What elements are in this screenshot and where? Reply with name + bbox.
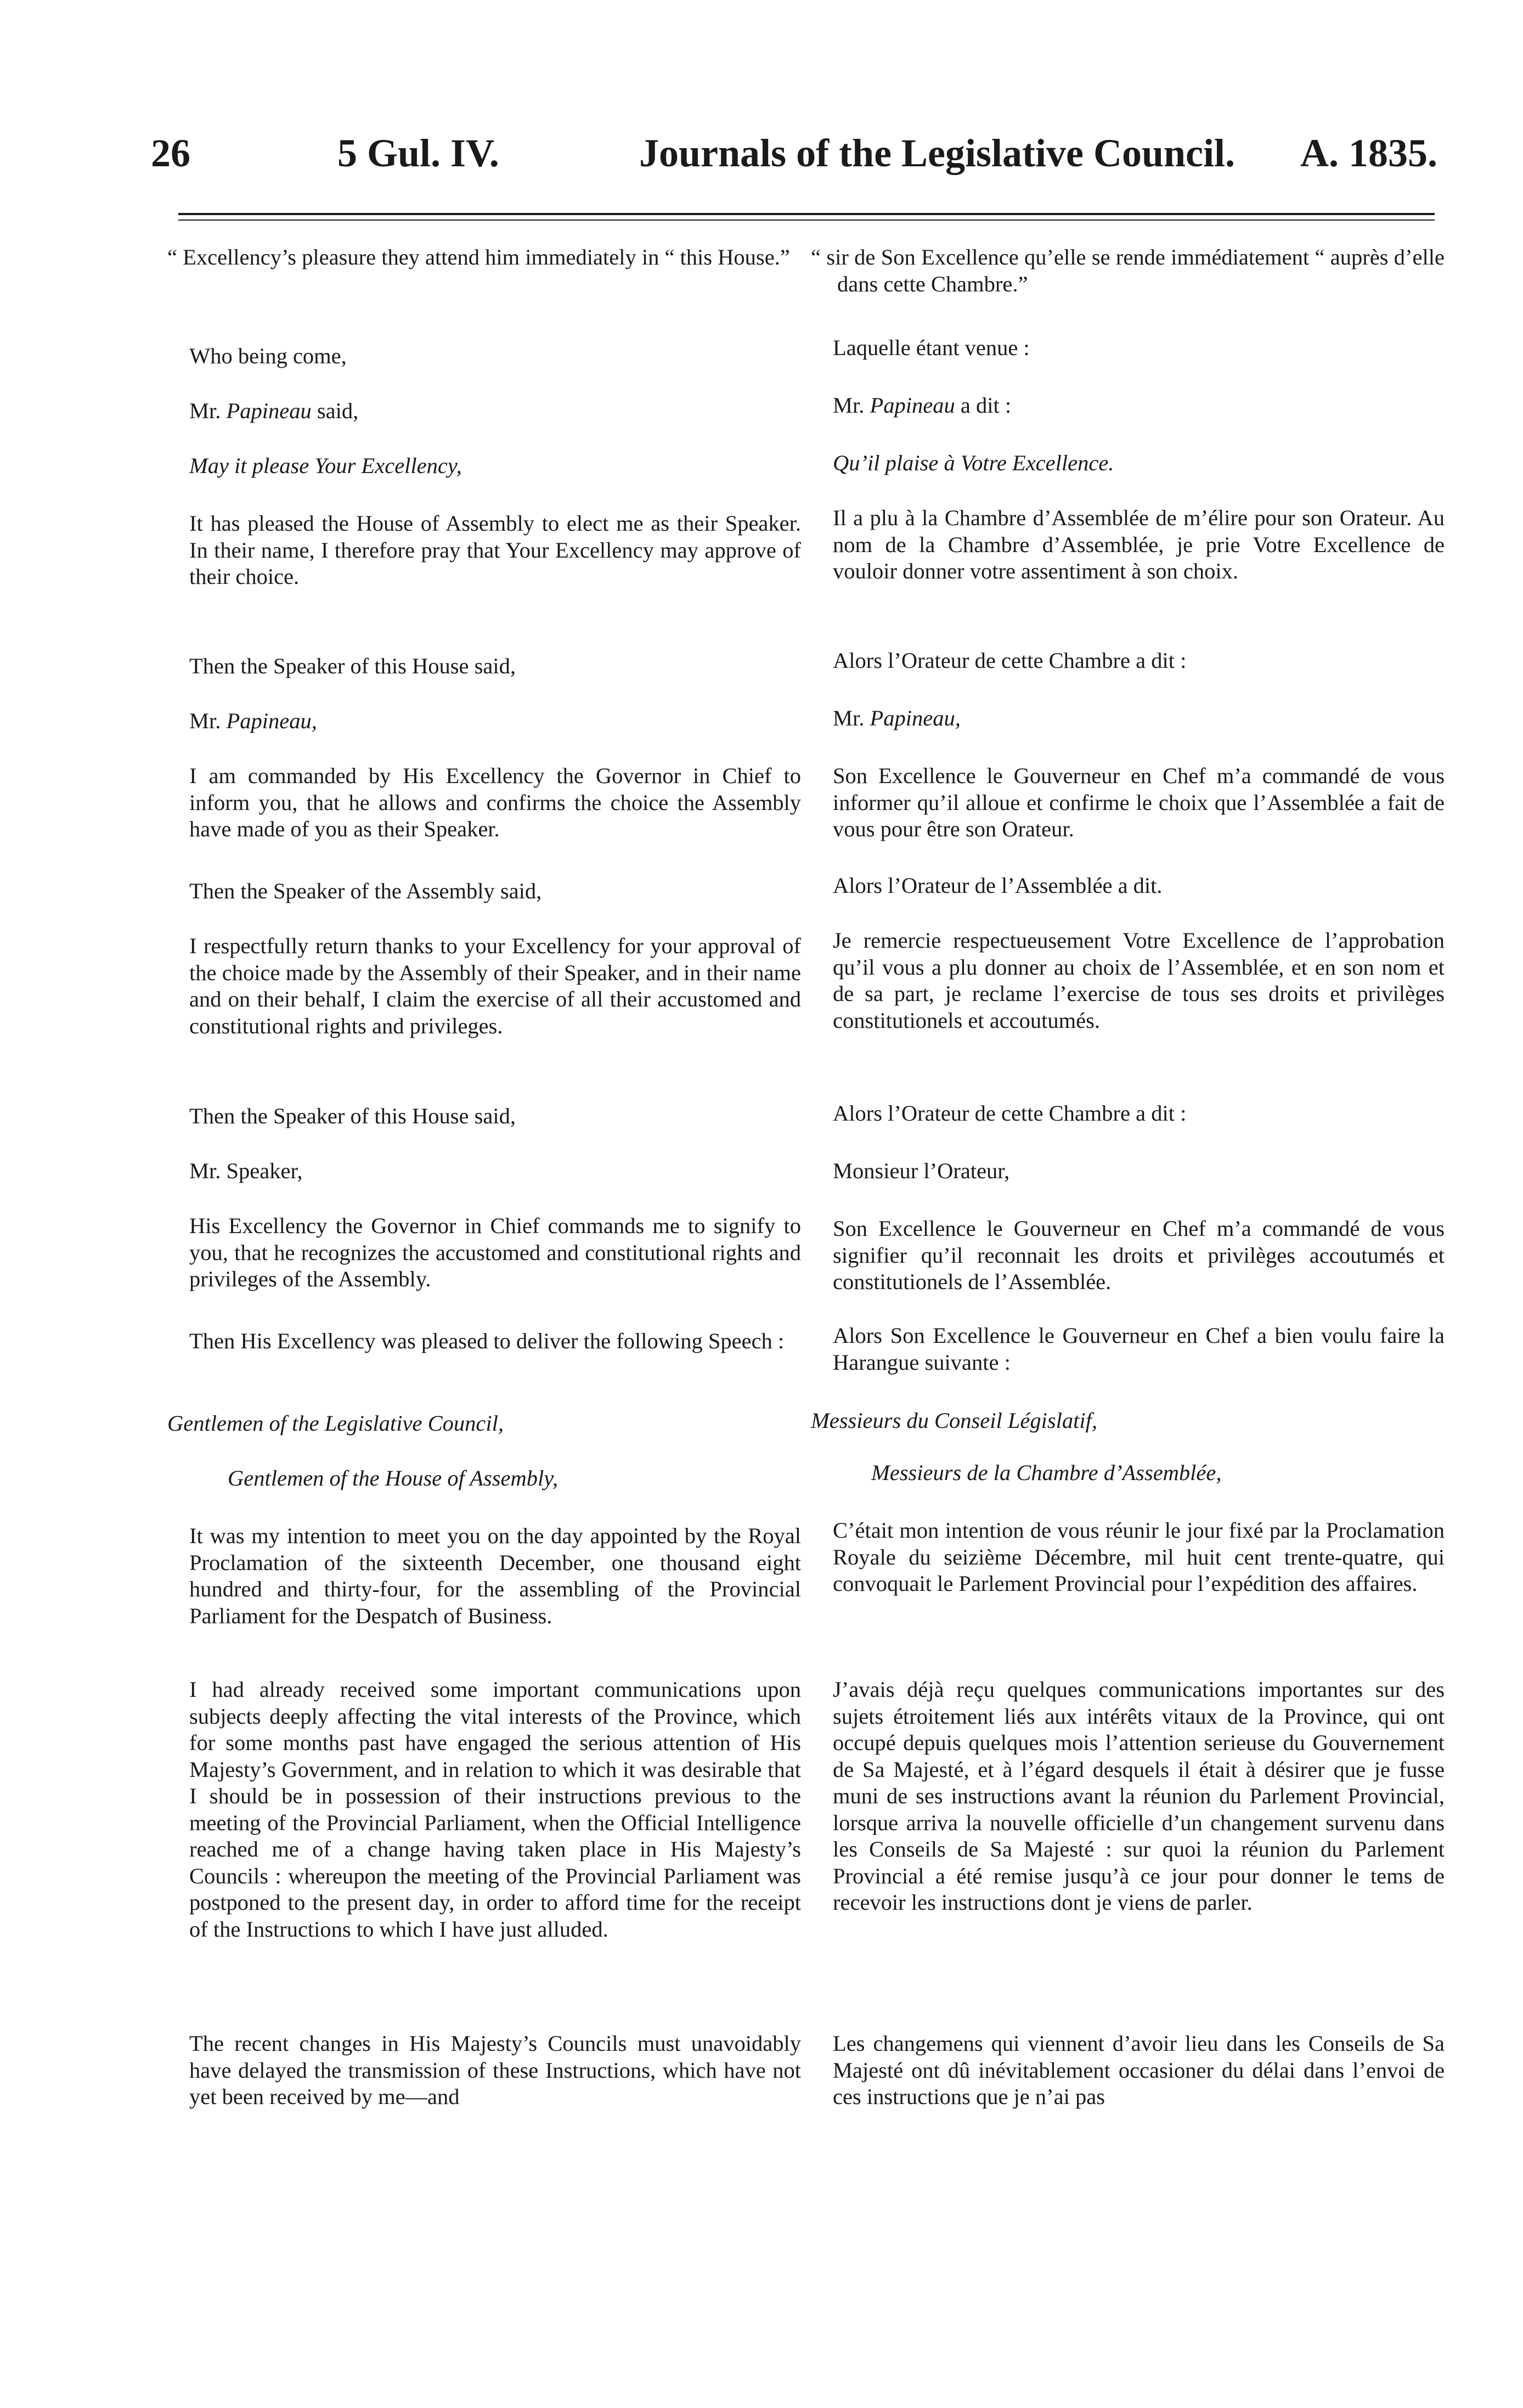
paragraph: I had already received some important communications upon subjects deeply affecting the vital interests of the Province, which for some months past have engaged the serious attention of His Majesty’s Government, and in relation to which it was desirable that I should be in possession of their instructions previous to the meeting of the Provincial Parliament, when the Official Intelligence reached me of a change having taken place in His Majesty’s Councils : whereupon the meeting of the Provincial Parliament was postponed to the present day, in order to afford time for the receipt of the Instructions to which I have just alluded. [189, 1677, 801, 1942]
paragraph: Who being come, [189, 344, 347, 368]
page-number: 26 [151, 131, 190, 175]
paragraph: I am commanded by His Excellency the Governor in Chief to inform you, that he allows and confirms the choice the Assembly have made of you as their Speaker. [189, 763, 801, 841]
paragraph: C’était mon intention de vous réunir le jour fixé par la Proclamation Royale du seizième Décembre, mil huit cent trente-quatre, qui convoquait le Parlement Provincial pour l’expédition des affaires. [833, 1518, 1445, 1596]
journal-title: Journals of the Legislative Council. [639, 131, 1236, 175]
header-rule-thin [178, 220, 1435, 221]
address-heading: Gentlemen of the House of Assembly, [228, 1466, 559, 1490]
paragraph: Mr. Papineau, [189, 708, 317, 733]
paragraph: Il a plu à la Chambre d’Assemblée de m’élire pour son Orateur. Au nom de la Chambre d’Assemblée, je prie Votre Excellence de vouloir donner votre assentiment à son choix. [833, 505, 1445, 583]
paragraph: Laquelle étant venue : [833, 335, 1030, 360]
paragraph: It was my intention to meet you on the day appointed by the Royal Proclamation of the sixteenth December, one thousand eight hundred and thirty-four, for the assembling of the Provincial Parliament for the Despatch of Business. [189, 1523, 801, 1628]
paragraph: Mr. Papineau a dit : [833, 393, 1012, 418]
paragraph: The recent changes in His Majesty’s Councils must unavoidably have delayed the transmission of these Instructions, which have not yet been received by me—and [189, 2031, 801, 2109]
paragraph: It has pleased the House of Assembly to elect me as their Speaker. In their name, I therefore pray that Your Excellency may approve of their choice. [189, 511, 801, 589]
paragraph: Je remercie respectueusement Votre Excellence de l’approbation qu’il vous a plu donner au choix de l’Assemblée, et en son nom et de sa part, je reclame l’exercise de tous ses droits et privilèges constitutionels et accoutumés. [833, 928, 1445, 1033]
address-heading: Gentlemen of the Legislative Council, [167, 1411, 504, 1436]
paragraph: Monsieur l’Orateur, [833, 1158, 1010, 1183]
paragraph: Mr. Speaker, [189, 1158, 303, 1183]
paragraph: Son Excellence le Gouverneur en Chef m’a commandé de vous informer qu’il alloue et confirme le choix que l’Assemblée a fait de vous pour être son Orateur. [833, 763, 1445, 841]
paragraph: Alors Son Excellence le Gouverneur en Chef a bien voulu faire la Harangue suivante : [833, 1323, 1445, 1375]
paragraph: Then His Excellency was pleased to deliver the following Speech : [189, 1329, 785, 1353]
paragraph: “ sir de Son Excellence qu’elle se rende immédiatement “ auprès d’elle dans cette Chambre.” [811, 245, 1445, 296]
calendar-year: A. 1835. [1300, 131, 1437, 175]
paragraph: Mr. Papineau, [833, 706, 961, 730]
paragraph: J’avais déjà reçu quelques communications importantes sur des sujets étroitement liés aux intérêts vitaux de la Province, qui ont occupé depuis quelques mois l’attention serieuse du Gouvernement de Sa Majesté, et à l’égard desquels il était à désirer que je fusse muni de ses instructions avant la réunion du Parlement Provincial, lorsque arriva la nouvelle officielle d’un changement survenu dans les Conseils de Sa Majesté : sur quoi la réunion du Parlement Provincial a été remise jusqu’à ce jour pour donner le tems de recevoir les instructions dont je viens de parler. [833, 1677, 1445, 1915]
paragraph: “ Excellency’s pleasure they attend him immediately in “ this House.” [167, 245, 790, 269]
paragraph: Alors l’Orateur de l’Assemblée a dit. [833, 873, 1163, 898]
paragraph: Alors l’Orateur de cette Chambre a dit : [833, 1101, 1187, 1126]
address-heading: Messieurs de la Chambre d’Assemblée, [871, 1460, 1222, 1485]
paragraph: Then the Speaker of the Assembly said, [189, 879, 542, 903]
salutation: May it please Your Excellency, [189, 453, 462, 478]
paragraph: Son Excellence le Gouverneur en Chef m’a commandé de vous signifier qu’il reconnait les droits et privilèges accoutumés et constitutionels de l’Assemblée. [833, 1216, 1445, 1294]
paragraph: Mr. Papineau said, [189, 398, 359, 423]
salutation: Qu’il plaise à Votre Excellence. [833, 451, 1114, 475]
header-rule-thick [178, 213, 1435, 215]
regnal-year: 5 Gul. IV. [337, 131, 499, 175]
address-heading: Messieurs du Conseil Législatif, [811, 1408, 1098, 1433]
paragraph: Alors l’Orateur de cette Chambre a dit : [833, 648, 1187, 673]
paragraph: His Excellency the Governor in Chief commands me to signify to you, that he recognizes the accustomed and constitutional rights and privileges of the Assembly. [189, 1213, 801, 1291]
paragraph: Les changemens qui viennent d’avoir lieu dans les Conseils de Sa Majesté ont dû inévitablement occasioner du délai dans l’envoi de ces instructions que je n’ai pas [833, 2031, 1445, 2109]
paragraph: Then the Speaker of this House said, [189, 654, 516, 678]
paragraph: I respectfully return thanks to your Excellency for your approval of the choice made by the Assembly of their Speaker, and in their name and on their behalf, I claim the exercise of all their accustomed and constitutional rights and privileges. [189, 933, 801, 1038]
running-header [151, 131, 1437, 196]
paragraph: Then the Speaker of this House said, [189, 1104, 516, 1128]
